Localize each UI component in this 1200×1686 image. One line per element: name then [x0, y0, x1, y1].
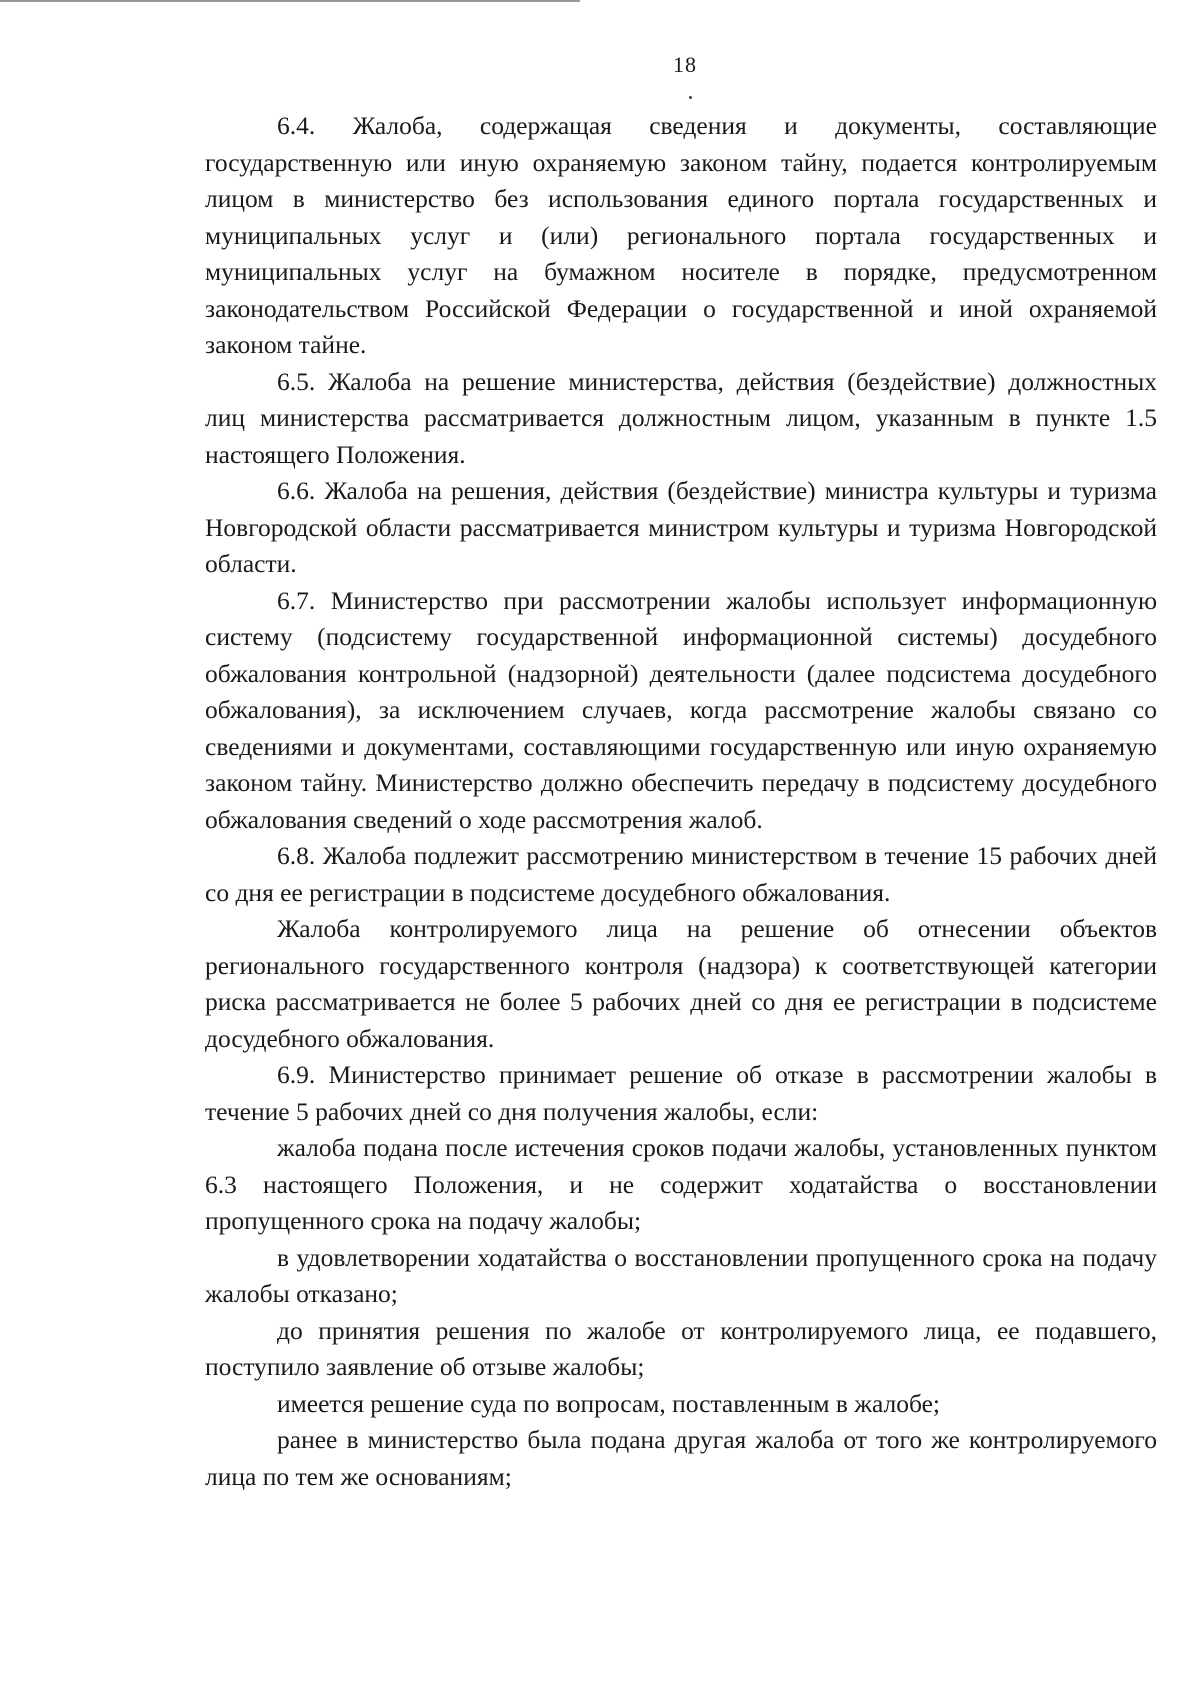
refusal-ground-petition-denied: в удовлетворении ходатайства о восстановлении пропущенного срока на подачу жалобы отказано;: [205, 1242, 1157, 1308]
paragraph-6-5: 6.5. Жалоба на решение министерства, действия (бездействие) должностных лиц министерства рассматривается должностным лицом, указанным в пункте 1.5 настоящего Положения.: [205, 366, 1157, 469]
paragraph-6-4: 6.4. Жалоба, содержащая сведения и документы, составляющие государственную или иную охраняемую законом тайну, подается контролируемым лицом в министерство без использования единого портала государственных и муниципальных услуг и (или) регионального портала государственных и муниципальных услуг на бумажном носителе в порядке, предусмотренном законодательством Российской Федерации о государственной и иной охраняемой законом тайне.: [205, 111, 1157, 359]
page-number: 18: [673, 52, 697, 77]
refusal-ground-court-decision: имеется решение суда по вопросам, поставленным в жалобе;: [277, 1388, 940, 1418]
paragraph-6-7: 6.7. Министерство при рассмотрении жалобы использует информационную систему (подсистему государственной информационной системы) досудебного обжалования контрольной (надзорной) деятельности (далее подсистема досудебного обжалования), за исключением случаев, когда рассмотрение жалобы связано со сведениями и документами, составляющими государственную или иную охраняемую законом тайну. Министерство должно обеспечить передачу в подсистему досудебного обжалования сведений о ходе рассмотрения жалоб.: [205, 585, 1157, 834]
refusal-ground-duplicate-complaint: ранее в министерство была подана другая жалоба от того же контролируемого лица по тем же основаниям;: [205, 1425, 1157, 1491]
paragraph-6-8-risk-category: Жалоба контролируемого лица на решение об отнесении объектов регионального государственного контроля (надзора) к соответствующей категории риска рассматривается не более 5 рабочих дней со дня ее регистрации в подсистеме досудебного обжалования.: [205, 914, 1157, 1053]
scan-top-edge-line: [0, 0, 580, 2]
document-body: [205, 108, 1157, 1495]
refusal-ground-deadline: жалоба подана после истечения сроков подачи жалобы, установленных пунктом 6.3 настоящего Положения, и не содержит ходатайства о восстановлении пропущенного срока на подачу жалобы;: [205, 1133, 1157, 1235]
refusal-ground-withdrawal: до принятия решения по жалобе от контролируемого лица, ее подавшего, поступило заявление об отзыве жалобы;: [205, 1315, 1157, 1381]
paragraph-6-9: 6.9. Министерство принимает решение об отказе в рассмотрении жалобы в течение 5 рабочих дней со дня получения жалобы, если:: [205, 1060, 1157, 1126]
paragraph-6-6: 6.6. Жалоба на решения, действия (бездействие) министра культуры и туризма Новгородской области рассматривается министром культуры и туризма Новгородской области.: [205, 476, 1157, 578]
scan-speck: [689, 96, 692, 99]
paragraph-6-8: 6.8. Жалоба подлежит рассмотрению министерством в течение 15 рабочих дней со дня ее регистрации в подсистеме досудебного обжалования.: [205, 841, 1157, 907]
